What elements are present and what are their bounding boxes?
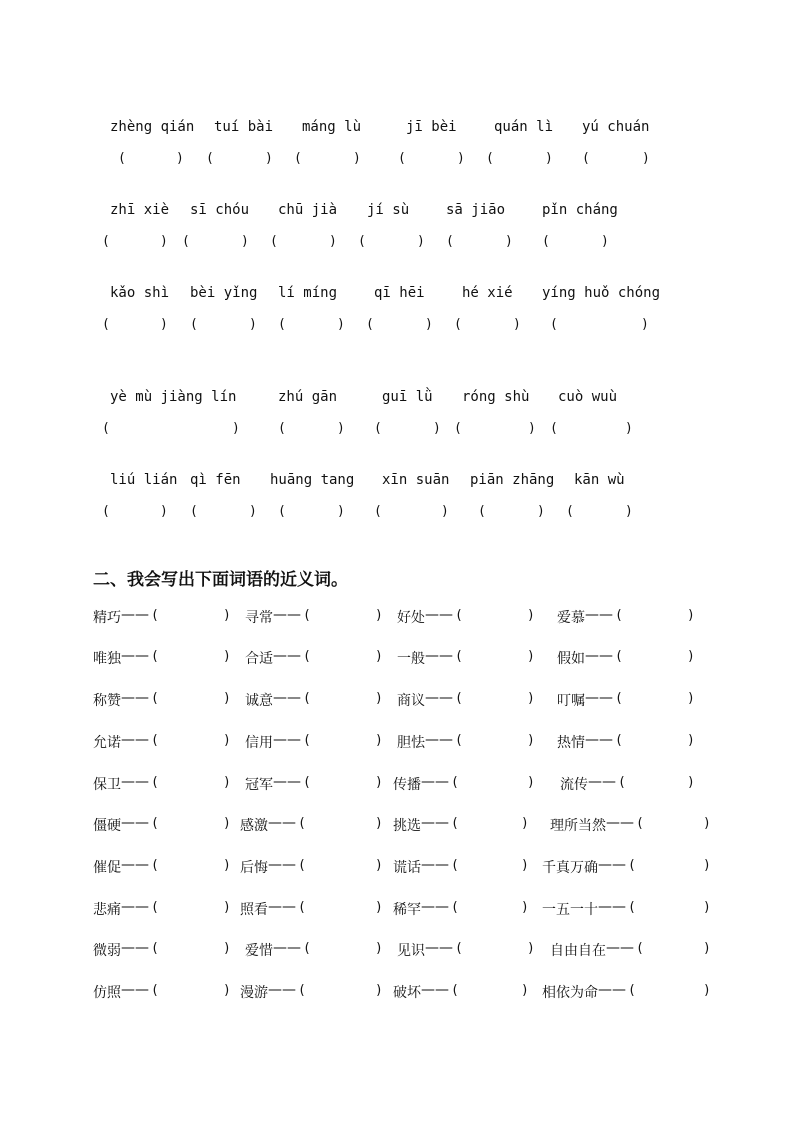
synonym-word: 寻常 <box>245 610 273 626</box>
answer-blank-close: ) <box>223 649 231 664</box>
answer-blank-open: ( <box>303 691 311 706</box>
answer-blank-open: ( <box>151 608 159 623</box>
blank-close-paren: ) <box>249 317 257 332</box>
pinyin-label: pǐn cháng <box>542 202 618 218</box>
pinyin-label: sī chóu <box>190 202 250 218</box>
pinyin-label: lí míng <box>278 285 338 301</box>
blank-close-paren: ) <box>433 421 441 436</box>
answer-blank-close: ) <box>223 608 231 623</box>
answer-blank-close: ) <box>687 733 695 748</box>
synonym-dash: —— <box>421 899 449 915</box>
blank-open-paren: ( <box>190 317 198 332</box>
synonym-word: 微弱 <box>93 943 121 959</box>
synonym-word: 谎话 <box>393 860 421 876</box>
answer-blank-close: ) <box>223 858 231 873</box>
blank-open-paren: ( <box>454 421 462 436</box>
synonym-dash: —— <box>268 982 296 998</box>
answer-blank-open: ( <box>298 858 306 873</box>
blank-close-paren: ) <box>641 317 649 332</box>
answer-blank-open: ( <box>451 900 459 915</box>
pinyin-label: quán lì <box>494 119 554 135</box>
pinyin-label: zhī xiè <box>110 202 170 218</box>
blank-close-paren: ) <box>417 234 425 249</box>
answer-blank-open: ( <box>451 983 459 998</box>
answer-blank-open: ( <box>628 983 636 998</box>
answer-blank-close: ) <box>527 733 535 748</box>
synonym-dash: —— <box>273 648 301 664</box>
pinyin-label: hé xié <box>462 285 513 301</box>
synonym-dash: —— <box>598 899 626 915</box>
synonym-word: 漫游 <box>240 985 268 1001</box>
pinyin-label: cuò wuù <box>558 389 618 405</box>
blank-close-paren: ) <box>329 234 337 249</box>
pinyin-label: qī hēi <box>374 285 425 301</box>
blank-close-paren: ) <box>176 151 184 166</box>
synonym-word: 允诺 <box>93 735 121 751</box>
answer-blank-close: ) <box>687 691 695 706</box>
blank-close-paren: ) <box>160 234 168 249</box>
answer-blank-close: ) <box>223 900 231 915</box>
answer-blank-close: ) <box>703 941 711 956</box>
answer-blank-open: ( <box>298 816 306 831</box>
blank-close-paren: ) <box>353 151 361 166</box>
blank-open-paren: ( <box>550 421 558 436</box>
synonym-dash: —— <box>421 857 449 873</box>
synonym-word: 一五一十 <box>542 902 598 918</box>
synonym-word: 相依为命 <box>542 985 598 1001</box>
blank-open-paren: ( <box>182 234 190 249</box>
answer-blank-close: ) <box>375 649 383 664</box>
blank-close-paren: ) <box>160 317 168 332</box>
answer-blank-open: ( <box>303 733 311 748</box>
synonym-word: 后悔 <box>240 860 268 876</box>
blank-close-paren: ) <box>642 151 650 166</box>
synonym-word: 一般 <box>397 651 425 667</box>
answer-blank-close: ) <box>527 649 535 664</box>
synonym-dash: —— <box>121 857 149 873</box>
synonym-word: 僵硬 <box>93 818 121 834</box>
answer-blank-open: ( <box>151 775 159 790</box>
answer-blank-close: ) <box>527 941 535 956</box>
answer-blank-close: ) <box>687 608 695 623</box>
synonym-word: 破坏 <box>393 985 421 1001</box>
pinyin-label: zhèng qián <box>110 119 195 135</box>
pinyin-label: chū jià <box>278 202 338 218</box>
answer-blank-open: ( <box>618 775 626 790</box>
blank-open-paren: ( <box>550 317 558 332</box>
pinyin-label: kān wù <box>574 472 625 488</box>
blank-open-paren: ( <box>582 151 590 166</box>
synonym-word: 诚意 <box>245 693 273 709</box>
synonym-dash: —— <box>121 940 149 956</box>
blank-close-paren: ) <box>457 151 465 166</box>
answer-blank-open: ( <box>455 941 463 956</box>
synonym-dash: —— <box>585 607 613 623</box>
blank-close-paren: ) <box>625 504 633 519</box>
blank-close-paren: ) <box>337 317 345 332</box>
blank-open-paren: ( <box>358 234 366 249</box>
synonym-word: 好处 <box>397 610 425 626</box>
answer-blank-close: ) <box>375 691 383 706</box>
answer-blank-open: ( <box>151 816 159 831</box>
answer-blank-close: ) <box>521 983 529 998</box>
synonym-dash: —— <box>425 648 453 664</box>
synonym-dash: —— <box>606 815 634 831</box>
synonym-word: 自由自在 <box>550 943 606 959</box>
pinyin-label: jí sù <box>367 202 410 218</box>
blank-open-paren: ( <box>542 234 550 249</box>
synonym-word: 悲痛 <box>93 902 121 918</box>
answer-blank-open: ( <box>451 816 459 831</box>
blank-close-paren: ) <box>537 504 545 519</box>
blank-close-paren: ) <box>601 234 609 249</box>
blank-open-paren: ( <box>102 234 110 249</box>
blank-close-paren: ) <box>513 317 521 332</box>
pinyin-label: jī bèi <box>406 119 457 135</box>
answer-blank-open: ( <box>615 649 623 664</box>
pinyin-label: sā jiāo <box>446 202 506 218</box>
synonym-dash: —— <box>273 732 301 748</box>
blank-open-paren: ( <box>278 317 286 332</box>
blank-open-paren: ( <box>102 504 110 519</box>
answer-blank-open: ( <box>455 733 463 748</box>
synonym-dash: —— <box>588 774 616 790</box>
synonym-word: 挑选 <box>393 818 421 834</box>
synonym-word: 叮嘱 <box>557 693 585 709</box>
blank-open-paren: ( <box>206 151 214 166</box>
answer-blank-close: ) <box>223 983 231 998</box>
blank-close-paren: ) <box>545 151 553 166</box>
synonym-word: 保卫 <box>93 777 121 793</box>
blank-close-paren: ) <box>528 421 536 436</box>
synonym-dash: —— <box>268 899 296 915</box>
blank-close-paren: ) <box>425 317 433 332</box>
answer-blank-close: ) <box>703 858 711 873</box>
pinyin-label: máng lù <box>302 119 362 135</box>
blank-open-paren: ( <box>446 234 454 249</box>
answer-blank-close: ) <box>687 775 695 790</box>
synonym-word: 精巧 <box>93 610 121 626</box>
answer-blank-open: ( <box>151 691 159 706</box>
synonym-word: 理所当然 <box>550 818 606 834</box>
synonym-dash: —— <box>421 982 449 998</box>
blank-close-paren: ) <box>265 151 273 166</box>
pinyin-label: guī lǜ <box>382 389 433 405</box>
answer-blank-open: ( <box>303 941 311 956</box>
synonym-dash: —— <box>121 690 149 706</box>
answer-blank-close: ) <box>375 775 383 790</box>
synonym-dash: —— <box>121 607 149 623</box>
blank-open-paren: ( <box>270 234 278 249</box>
pinyin-label: zhú gān <box>278 389 338 405</box>
answer-blank-close: ) <box>223 733 231 748</box>
blank-open-paren: ( <box>454 317 462 332</box>
blank-open-paren: ( <box>190 504 198 519</box>
answer-blank-close: ) <box>521 858 529 873</box>
blank-close-paren: ) <box>249 504 257 519</box>
answer-blank-close: ) <box>375 608 383 623</box>
answer-blank-open: ( <box>151 649 159 664</box>
synonym-dash: —— <box>425 607 453 623</box>
answer-blank-open: ( <box>151 858 159 873</box>
pinyin-label: liú lián <box>110 472 178 488</box>
synonym-word: 假如 <box>557 651 585 667</box>
pinyin-label: xīn suān <box>382 472 450 488</box>
synonym-dash: —— <box>121 982 149 998</box>
synonym-dash: —— <box>121 774 149 790</box>
answer-blank-close: ) <box>527 691 535 706</box>
pinyin-label: yè mù jiàng lín <box>110 389 237 405</box>
pinyin-label: kǎo shì <box>110 285 170 301</box>
answer-blank-open: ( <box>298 983 306 998</box>
synonym-dash: —— <box>268 857 296 873</box>
synonym-word: 见识 <box>397 943 425 959</box>
synonym-word: 仿照 <box>93 985 121 1001</box>
blank-open-paren: ( <box>486 151 494 166</box>
answer-blank-open: ( <box>455 691 463 706</box>
answer-blank-open: ( <box>615 691 623 706</box>
answer-blank-close: ) <box>527 775 535 790</box>
blank-open-paren: ( <box>294 151 302 166</box>
answer-blank-open: ( <box>451 775 459 790</box>
blank-open-paren: ( <box>478 504 486 519</box>
answer-blank-open: ( <box>151 941 159 956</box>
synonym-dash: —— <box>585 648 613 664</box>
synonym-word: 热情 <box>557 735 585 751</box>
blank-close-paren: ) <box>337 421 345 436</box>
blank-open-paren: ( <box>374 504 382 519</box>
answer-blank-open: ( <box>636 816 644 831</box>
blank-open-paren: ( <box>278 421 286 436</box>
pinyin-label: tuí bài <box>214 119 274 135</box>
blank-open-paren: ( <box>398 151 406 166</box>
answer-blank-open: ( <box>636 941 644 956</box>
blank-open-paren: ( <box>566 504 574 519</box>
answer-blank-close: ) <box>521 816 529 831</box>
synonym-dash: —— <box>598 982 626 998</box>
answer-blank-open: ( <box>628 900 636 915</box>
synonym-word: 称赞 <box>93 693 121 709</box>
answer-blank-close: ) <box>703 900 711 915</box>
answer-blank-open: ( <box>615 608 623 623</box>
blank-open-paren: ( <box>102 317 110 332</box>
answer-blank-open: ( <box>151 733 159 748</box>
synonym-word: 爱惜 <box>245 943 273 959</box>
blank-open-paren: ( <box>374 421 382 436</box>
answer-blank-close: ) <box>375 900 383 915</box>
synonym-dash: —— <box>121 815 149 831</box>
answer-blank-open: ( <box>455 608 463 623</box>
blank-close-paren: ) <box>625 421 633 436</box>
synonym-dash: —— <box>121 648 149 664</box>
answer-blank-close: ) <box>223 691 231 706</box>
blank-close-paren: ) <box>505 234 513 249</box>
answer-blank-close: ) <box>375 858 383 873</box>
synonym-dash: —— <box>273 607 301 623</box>
synonym-word: 爱慕 <box>557 610 585 626</box>
pinyin-label: piān zhāng <box>470 472 555 488</box>
blank-close-paren: ) <box>337 504 345 519</box>
synonym-word: 信用 <box>245 735 273 751</box>
answer-blank-open: ( <box>151 900 159 915</box>
blank-close-paren: ) <box>232 421 240 436</box>
answer-blank-close: ) <box>687 649 695 664</box>
answer-blank-close: ) <box>223 941 231 956</box>
answer-blank-open: ( <box>303 775 311 790</box>
answer-blank-open: ( <box>298 900 306 915</box>
answer-blank-close: ) <box>223 775 231 790</box>
answer-blank-open: ( <box>615 733 623 748</box>
synonym-dash: —— <box>421 774 449 790</box>
synonym-dash: —— <box>606 940 634 956</box>
answer-blank-close: ) <box>375 733 383 748</box>
synonym-dash: —— <box>425 690 453 706</box>
synonym-word: 冠军 <box>245 777 273 793</box>
synonym-word: 合适 <box>245 651 273 667</box>
synonym-dash: —— <box>585 690 613 706</box>
answer-blank-open: ( <box>303 608 311 623</box>
synonym-dash: —— <box>421 815 449 831</box>
answer-blank-close: ) <box>375 941 383 956</box>
answer-blank-open: ( <box>451 858 459 873</box>
answer-blank-close: ) <box>703 983 711 998</box>
synonym-word: 唯独 <box>93 651 121 667</box>
blank-open-paren: ( <box>102 421 110 436</box>
answer-blank-open: ( <box>151 983 159 998</box>
answer-blank-open: ( <box>628 858 636 873</box>
synonym-dash: —— <box>268 815 296 831</box>
answer-blank-close: ) <box>521 900 529 915</box>
synonym-word: 稀罕 <box>393 902 421 918</box>
answer-blank-open: ( <box>303 649 311 664</box>
synonym-word: 流传 <box>560 777 588 793</box>
synonym-dash: —— <box>425 940 453 956</box>
synonym-dash: —— <box>121 899 149 915</box>
synonym-dash: —— <box>273 940 301 956</box>
blank-close-paren: ) <box>241 234 249 249</box>
blank-open-paren: ( <box>118 151 126 166</box>
answer-blank-open: ( <box>455 649 463 664</box>
synonym-word: 千真万确 <box>542 860 598 876</box>
pinyin-label: qì fēn <box>190 472 241 488</box>
blank-close-paren: ) <box>160 504 168 519</box>
pinyin-label: bèi yǐng <box>190 285 258 301</box>
answer-blank-close: ) <box>375 816 383 831</box>
pinyin-label: huāng tang <box>270 472 355 488</box>
synonym-dash: —— <box>273 774 301 790</box>
synonym-dash: —— <box>273 690 301 706</box>
section-heading: 二、我会写出下面词语的近义词。 <box>93 570 348 590</box>
blank-close-paren: ) <box>441 504 449 519</box>
synonym-word: 传播 <box>393 777 421 793</box>
answer-blank-close: ) <box>703 816 711 831</box>
answer-blank-close: ) <box>223 816 231 831</box>
synonym-word: 催促 <box>93 860 121 876</box>
synonym-word: 感激 <box>240 818 268 834</box>
pinyin-label: yú chuán <box>582 119 650 135</box>
pinyin-label: róng shù <box>462 389 530 405</box>
synonym-dash: —— <box>585 732 613 748</box>
synonym-dash: —— <box>598 857 626 873</box>
synonym-dash: —— <box>425 732 453 748</box>
synonym-word: 胆怯 <box>397 735 425 751</box>
synonym-word: 商议 <box>397 693 425 709</box>
answer-blank-close: ) <box>375 983 383 998</box>
synonym-word: 照看 <box>240 902 268 918</box>
answer-blank-close: ) <box>527 608 535 623</box>
blank-open-paren: ( <box>278 504 286 519</box>
synonym-dash: —— <box>121 732 149 748</box>
blank-open-paren: ( <box>366 317 374 332</box>
pinyin-label: yíng huǒ chóng <box>542 285 661 301</box>
